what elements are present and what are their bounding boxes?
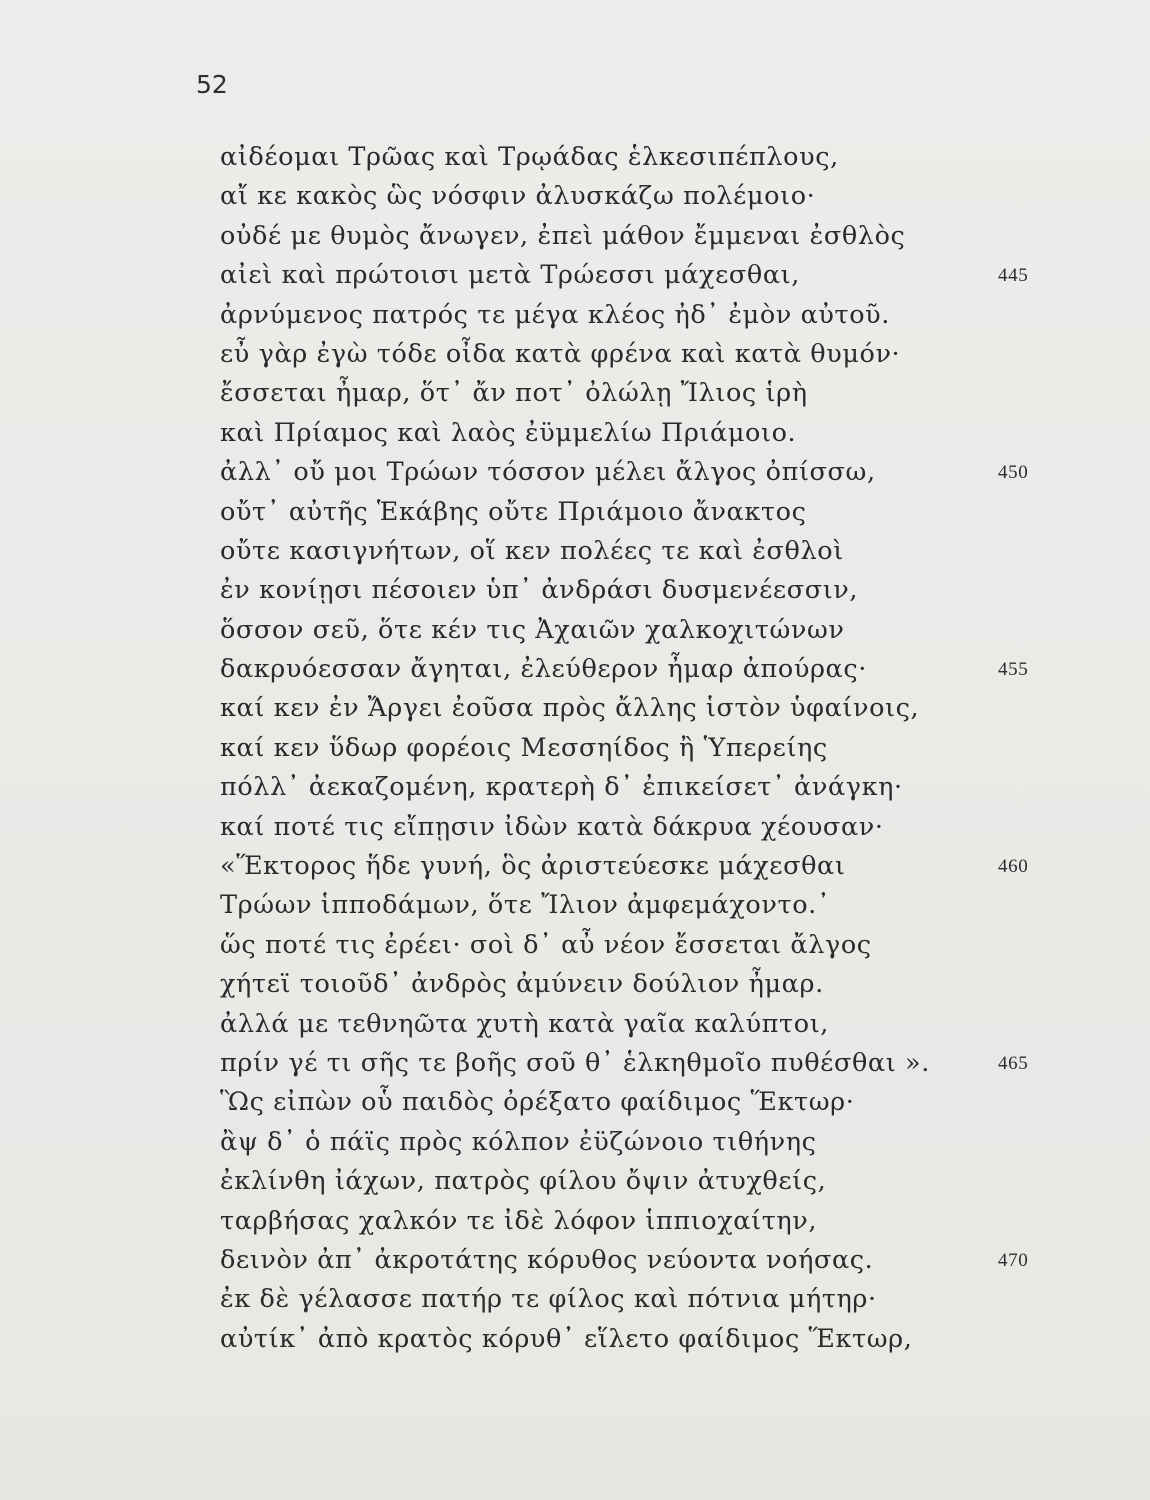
verse-line [220,256,1080,295]
line-number: 470 [998,1249,1029,1271]
verse-text: πόλλ᾿ ἀεκαζομένη, κρατερὴ δ᾿ ἐπικείσετ᾿ ἀνάγκη· [220,772,903,803]
page-number: 52 [196,70,228,99]
verse-line [220,965,1080,1004]
verse-text: «Ἕκτορος ἥδε γυνή, ὃς ἀριστεύεσκε μάχεσθαι [220,851,846,882]
verse-text: ἐν κονίῃσι πέσοιεν ὑπ᾿ ἀνδράσι δυσμενέεσσιν, [220,575,859,606]
verse-text: οὐδέ με θυμὸς ἄνωγεν, ἐπεὶ μάθον ἔμμεναι ἐσθλὸς [220,220,906,251]
verse-line [220,1320,1080,1359]
verse-line [220,886,1080,925]
verse-text: ἂψ δ᾿ ὁ πάϊς πρὸς κόλπον ἐϋζώνοιο τιθήνης [220,1126,817,1157]
verse-line [220,1083,1080,1122]
verse-line [220,493,1080,532]
verse-line [220,650,1080,689]
verse-line [220,1280,1080,1319]
line-number: 465 [998,1052,1029,1074]
verse-line [220,1202,1080,1241]
verse-line [220,374,1080,413]
verse-text: ὥς ποτέ τις ἐρέει· σοὶ δ᾿ αὖ νέον ἔσσεται ἄλγος [220,929,872,960]
verse-line [220,453,1080,492]
verse-text: ἔσσεται ἦμαρ, ὅτ᾿ ἄν ποτ᾿ ὀλώλῃ Ἴλιος ἱρὴ [220,378,808,409]
verse-text: ἀρνύμενος πατρός τε μέγα κλέος ἠδ᾿ ἐμὸν αὐτοῦ. [220,299,890,330]
verse-line [220,414,1080,453]
verse-text: ἀλλ᾿ οὔ μοι Τρώων τόσσον μέλει ἄλγος ὀπίσσω, [220,457,876,488]
verse-text: ἐκλίνθη ἰάχων, πατρὸς φίλου ὄψιν ἀτυχθείς, [220,1166,827,1197]
verse-line [220,138,1080,177]
verse-text: Τρώων ἱπποδάμων, ὅτε Ἴλιον ἀμφεμάχοντο.᾿ [220,890,831,921]
verse-text: δακρυόεσσαν ἄγηται, ἐλεύθερον ἦμαρ ἀπούρας· [220,654,867,685]
verse-line [220,1162,1080,1201]
verse-text: χήτεϊ τοιοῦδ᾿ ἀνδρὸς ἀμύνειν δούλιον ἦμαρ. [220,969,824,1000]
verse-line [220,217,1080,256]
verse-line [220,808,1080,847]
verse-text: οὔτ᾿ αὐτῆς Ἑκάβης οὔτε Πριάμοιο ἄνακτος [220,496,807,527]
verse-text: οὔτε κασιγνήτων, οἵ κεν πολέες τε καὶ ἐσθλοὶ [220,535,844,566]
verse-line [220,177,1080,216]
verse-text: καὶ Πρίαμος καὶ λαὸς ἐϋμμελίω Πριάμοιο. [220,417,797,448]
verse-line [220,768,1080,807]
verse-text: αἰεὶ καὶ πρώτοισι μετὰ Τρώεσσι μάχεσθαι, [220,260,800,291]
verse-text: ἐκ δὲ γέλασσε πατήρ τε φίλος καὶ πότνια μήτηρ· [220,1284,877,1315]
verse-line [220,1241,1080,1280]
verse-line [220,296,1080,335]
verse-line [220,926,1080,965]
verse-text: ὅσσον σεῦ, ὅτε κέν τις Ἀχαιῶν χαλκοχιτώνων [220,614,845,645]
verse-line [220,729,1080,768]
verse-line [220,1044,1080,1083]
verse-line [220,611,1080,650]
line-number: 460 [998,856,1029,878]
verse-block [220,138,1080,1359]
verse-text: αἰδέομαι Τρῶας καὶ Τρῳάδας ἑλκεσιπέπλους, [220,142,839,172]
verse-line [220,571,1080,610]
verse-text: αὐτίκ᾿ ἀπὸ κρατὸς κόρυθ᾿ εἵλετο φαίδιμος Ἕκτωρ, [220,1323,913,1354]
verse-text: πρίν γέ τι σῆς τε βοῆς σοῦ θ᾿ ἑλκηθμοῖο πυθέσθαι ». [220,1047,930,1078]
verse-line [220,1005,1080,1044]
verse-text: εὖ γὰρ ἐγὼ τόδε οἶδα κατὰ φρένα καὶ κατὰ θυμόν· [220,338,901,369]
verse-line [220,847,1080,886]
verse-text: δεινὸν ἀπ᾿ ἀκροτάτης κόρυθος νεύοντα νοήσας. [220,1244,874,1275]
line-number: 450 [998,462,1029,484]
verse-text: ἀλλά με τεθνηῶτα χυτὴ κατὰ γαῖα καλύπτοι, [220,1008,829,1039]
verse-text: καί κεν ἐν Ἄργει ἐοῦσα πρὸς ἄλλης ἱστὸν ὑφαίνοις, [220,693,920,724]
line-number: 445 [998,265,1029,287]
verse-line [220,532,1080,571]
verse-line [220,335,1080,374]
verse-text: αἴ κε κακὸς ὣς νόσφιν ἀλυσκάζω πολέμοιο· [220,181,816,212]
verse-line [220,1123,1080,1162]
verse-text: ταρβήσας χαλκόν τε ἰδὲ λόφον ἱππιοχαίτην, [220,1205,818,1236]
line-number: 455 [998,659,1029,681]
verse-text: καί κεν ὕδωρ φορέοις Μεσσηίδος ἢ Ὑπερείης [220,732,828,763]
verse-text: Ὣς εἰπὼν οὗ παιδὸς ὀρέξατο φαίδιμος Ἕκτωρ· [220,1087,855,1118]
verse-text: καί ποτέ τις εἴπῃσιν ἰδὼν κατὰ δάκρυα χέουσαν· [220,811,884,842]
verse-line [220,689,1080,728]
